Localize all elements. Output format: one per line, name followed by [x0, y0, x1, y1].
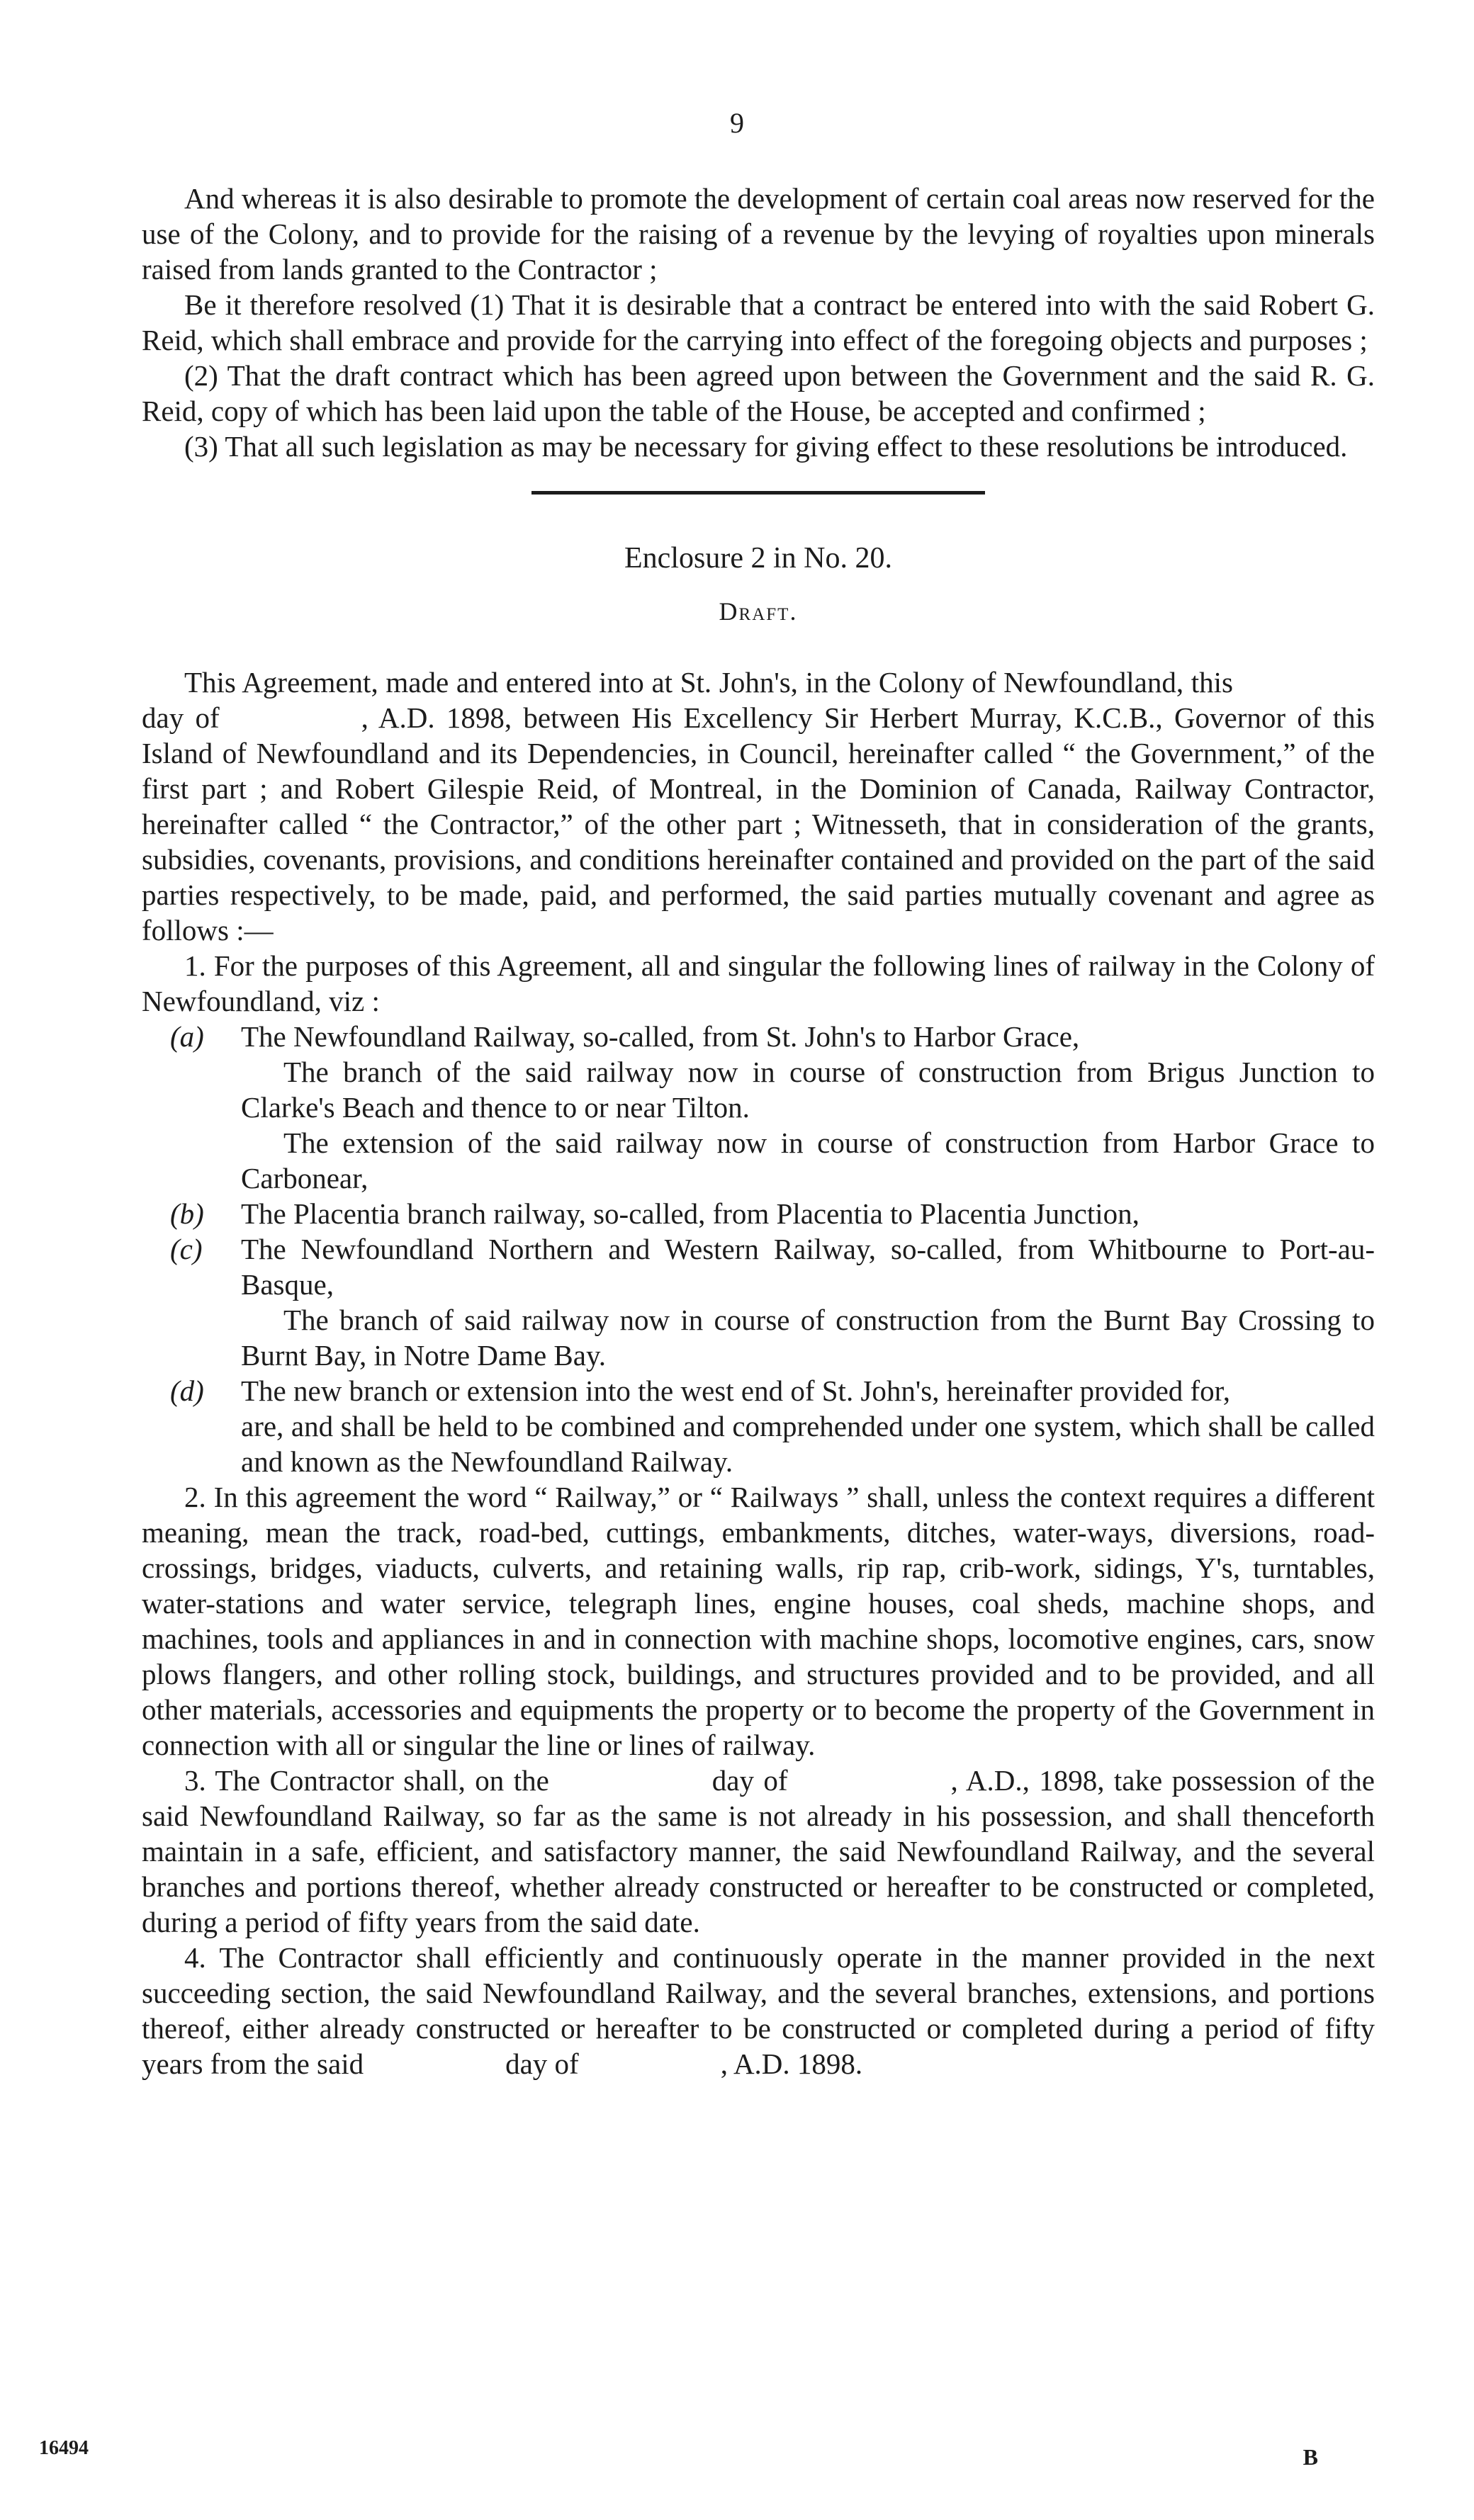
draft-heading: Draft.: [719, 597, 798, 626]
s4-text-c: , A.D. 1898.: [720, 2047, 863, 2080]
s4-text-a: 4. The Contractor shall efficiently and continuously operate in the manner provided in the next succeeding section, the said Newfoundland Railway, and the several branches, extensions, and portions thereof, either already constructed or hereafter to be constructed or completed during a period of fifty years from the said: [142, 1941, 1375, 2080]
railway-item-b: [142, 1196, 1375, 1231]
section-2: 2. In this agreement the word “ Railway,” or “ Railways ” shall, unless the context requires a different meaning, mean the track, road-bed, cuttings, embankments, ditches, water-ways, diversions, road-crossings, bridges, viaducts, culverts, and retaining walls, rip rap, crib-work, sidings, Y's, turntables, water-stations and water service, telegraph lines, engine houses, coal sheds, machine shops, and machines, tools and appliances in and in connection with machine shops, locomotive engines, cars, snow plows flangers, and other rolling stock, buildings, and structures provided and to be provided, and all other materials, accessories and equipments the property or to become the property of the Government in connection with all or singular the line or lines of railway.: [142, 1481, 1375, 1761]
s3-text-b: day of: [711, 1764, 788, 1797]
item-line: The Newfoundland Northern and Western Railway, so-called, from Whitbourne to Port-au-Basque,: [241, 1233, 1375, 1301]
railway-item-d: [142, 1373, 1375, 1479]
item-line: The extension of the said railway now in course of construction from Harbor Grace to Carbonear,: [241, 1126, 1375, 1194]
item-line: The Newfoundland Railway, so-called, from St. John's to Harbor Grace,: [241, 1020, 1080, 1053]
s4-text-b: day of: [505, 2047, 579, 2080]
paragraph-resolved-1: Be it therefore resolved (1) That it is desirable that a contract be entered into with the said Robert G. Reid, which shall embrace and provide for the carrying into effect of the foregoing objects and purposes ;: [142, 288, 1375, 356]
section-1: 1. For the purposes of this Agreement, all and singular the following lines of railway in the Colony of Newfoundland, viz :: [142, 949, 1375, 1017]
railway-item-c: [142, 1231, 1375, 1373]
item-label: (b): [170, 1197, 204, 1230]
railway-item-a: [142, 1019, 1375, 1196]
item-label: (a): [170, 1020, 204, 1053]
paragraph-whereas: And whereas it is also desirable to promote the development of certain coal areas now reserved for the use of the Colony, and to provide for the raising of a revenue by the levying of royalties upon minerals raised from lands granted to the Contractor ;: [142, 182, 1375, 286]
item-line: The branch of the said railway now in course of construction from Brigus Junction to Clarke's Beach and thence to or near Tilton.: [241, 1056, 1375, 1124]
paragraph-resolved-2: (2) That the draft contract which has been agreed upon between the Government and the said R. G. Reid, copy of which has been laid upon the table of the House, be accepted and confirmed ;: [142, 359, 1375, 427]
s3-text-c: , A.D., 1898, take possession of the said Newfoundland Railway, so far as the same is not already in his possession, and shall thenceforth maintain in a safe, efficient, and satisfactory manner, the said Newfoundland Railway, and the several branches and portions thereof, whether already constructed or hereafter to be constructed or completed, during a period of fifty years from the said date.: [142, 1764, 1375, 1938]
paragraph-resolved-3: (3) That all such legislation as may be necessary for giving effect to these resolutions be introduced.: [184, 430, 1348, 463]
item-line: The branch of said railway now in course of construction from the Burnt Bay Crossing to Burnt Bay, in Notre Dame Bay.: [241, 1304, 1375, 1372]
item-label: (c): [170, 1233, 203, 1265]
intro-text-c: , A.D. 1898, between His Excellency Sir Herbert Murray, K.C.B., Governor of this Island of Newfoundland and its Dependencies, in Council, hereinafter called “ the Government,” of the first part ; and Robert Gilespie Reid, of Montreal, in the Dominion of Canada, Railway Contractor, hereinafter called “ the Contractor,” of the other part ; Witnesseth, that in consideration of the grants, subsidies, covenants, provisions, and conditions hereinafter contained and provided on the part of the said parties respectively, to be made, paid, and performed, the said parties mutually covenant and agree as follows :—: [142, 701, 1375, 947]
footer-print-number: 16494: [39, 2437, 89, 2459]
section-4: [142, 1940, 1375, 2081]
item-line: The new branch or extension into the west end of St. John's, hereinafter provided for,: [241, 1374, 1230, 1407]
intro-text-b: day of: [142, 701, 220, 734]
page-number: 9: [730, 107, 744, 139]
section-3: [142, 1763, 1375, 1940]
enclosure-heading: Enclosure 2 in No. 20.: [624, 542, 892, 575]
document-body: [142, 181, 1375, 2081]
item-line: are, and shall be held to be combined and comprehended under one system, which shall be called and known as the Newfoundland Railway.: [241, 1410, 1375, 1478]
agreement-intro: [142, 665, 1375, 948]
footer-signature-mark: B: [1303, 2444, 1318, 2470]
item-line: The Placentia branch railway, so-called, from Placentia to Placentia Junction,: [241, 1197, 1140, 1230]
item-label: (d): [170, 1374, 204, 1407]
s3-text-a: 3. The Contractor shall, on the: [184, 1764, 549, 1797]
section-divider: [531, 491, 985, 495]
intro-text-a: This Agreement, made and entered into at St. John's, in the Colony of Newfoundland, this: [184, 666, 1233, 699]
